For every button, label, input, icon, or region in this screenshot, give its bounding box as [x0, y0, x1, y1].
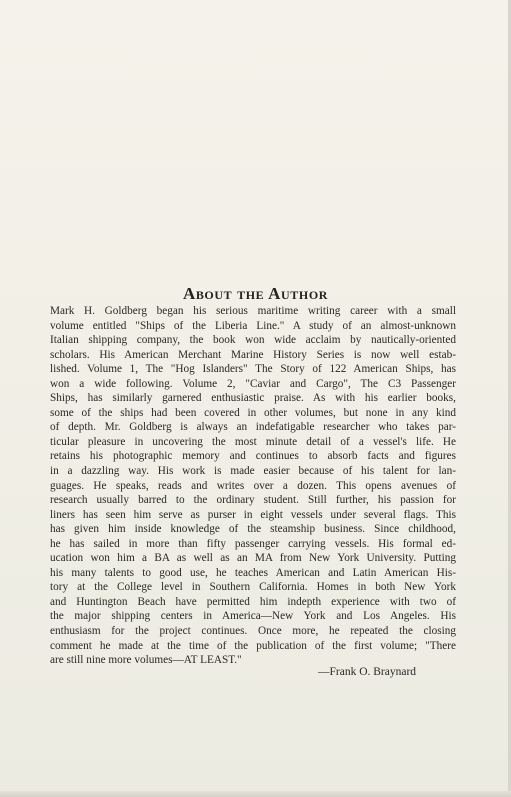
- bio-line: liners has seen him serve as purser in eight vessels under several flags. This: [50, 508, 456, 521]
- bio-line: some of the ships had been covered in other volumes, but none in any kind: [50, 406, 456, 419]
- bio-line: his many talents to good use, he teaches American and Latin American His-: [50, 566, 456, 579]
- section-heading: About the Author: [182, 284, 329, 303]
- bio-line: has given him inside knowledge of the steamship business. Since childhood,: [50, 523, 456, 536]
- bio-line: ucation won him a BA as well as an MA from New York University. Putting: [50, 552, 456, 565]
- bio-line: scholars. His American Merchant Marine History Series is now well estab-: [50, 348, 456, 361]
- bio-line: guages. He speaks, reads and writes over a dozen. This opens avenues of: [50, 479, 456, 492]
- signature: —Frank O. Braynard: [318, 666, 417, 678]
- bio-line: tory at the College level in Southern California. Homes in both New York: [50, 581, 456, 594]
- bio-line: research usually barred to the ordinary student. Still further, his passion for: [50, 494, 456, 507]
- bio-line: the major shipping centers in America—New York and Los Angeles. His: [50, 610, 456, 623]
- bio-line: he has sailed in more than fifty passenger carrying vessels. His formal ed-: [50, 537, 456, 550]
- bio-line: Ships, has similarly garnered enthusiastic praise. As with his earlier books,: [50, 392, 456, 405]
- bio-line: lished. Volume 1, The "Hog Islanders" The Story of 122 American Ships, has: [50, 363, 456, 376]
- bio-line: Italian shipping company, the book won wide acclaim by nautically-oriented: [50, 334, 456, 347]
- page-edge-bottom: [0, 791, 511, 797]
- bio-line: Mark H. Goldberg began his serious maritime writing career with a small: [50, 305, 456, 317]
- bio-line: enthusiasm for the project continues. Once more, he repeated the closing: [50, 625, 456, 638]
- author-biography: [50, 304, 456, 668]
- bio-line: of depth. Mr. Goldberg is always an indefatigable researcher who takes par-: [50, 421, 456, 434]
- bio-line: in a dazzling way. His work is made easier because of his talent for lan-: [50, 465, 456, 478]
- bio-line: volume entitled "Ships of the Liberia Line." A study of an almost-unknown: [50, 319, 456, 332]
- bio-line: retains his photographic memory and continues to absorb facts and figures: [50, 450, 456, 463]
- bio-line: and Huntington Beach have permitted him indepth experience with two of: [50, 595, 456, 608]
- bio-line: ticular pleasure in uncovering the most minute detail of a vessel's life. He: [50, 435, 456, 448]
- bio-line: won a wide following. Volume 2, "Caviar and Cargo", The C3 Passenger: [50, 377, 456, 390]
- bio-line: comment he made at the time of the publication of the first volume; "There: [50, 639, 456, 652]
- bio-line: are still nine more volumes—AT LEAST.": [50, 654, 242, 667]
